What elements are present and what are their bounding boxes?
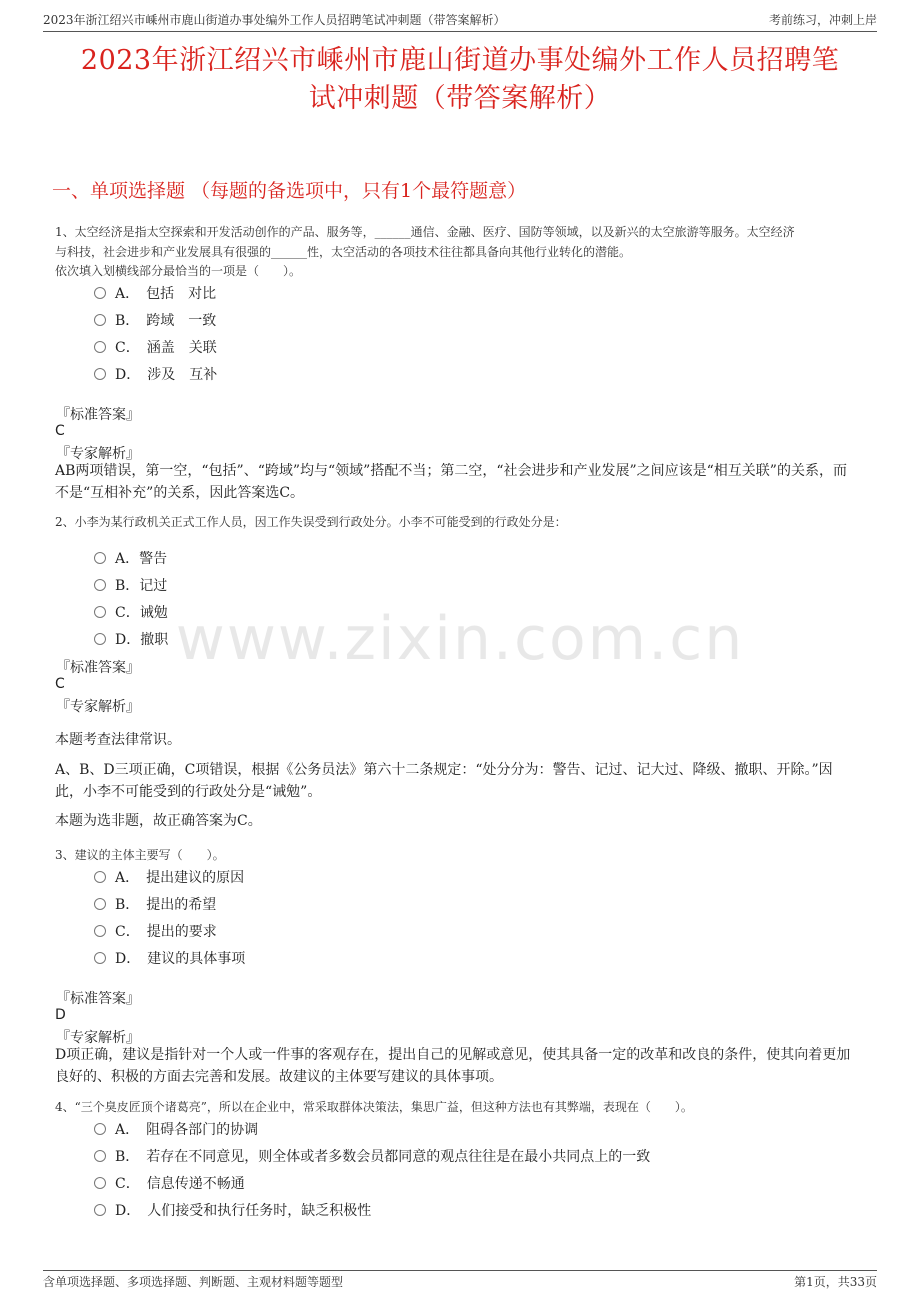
q1-stem-line-1: 1、太空经济是指太空探索和开发活动创作的产品、服务等，______通信、金融、医疗、国防等领域，以及新兴的太空旅游等服务。太空经济 — [55, 225, 795, 239]
q4-option-a[interactable]: A． 阻碍各部门的协调 — [94, 1119, 258, 1139]
radio-icon[interactable] — [94, 1204, 106, 1216]
header-tagline: 考前练习，冲刺上岸 — [768, 13, 877, 27]
q3-answer-label: 『标准答案』 — [56, 991, 140, 1007]
q2-analysis-p2: A、B、D三项正确，C项错误，根据《公务员法》第六十二条规定：“处分分为：警告、记过、记大过、降级、撤职、开除。”因此，小李不可能受到的行政处分是“诫勉”。 — [55, 762, 833, 800]
document-title — [40, 42, 880, 118]
footer-divider — [43, 1270, 877, 1271]
radio-icon[interactable] — [94, 287, 106, 299]
q1-stem-line-3: 依次填入划横线部分最恰当的一项是（ ）。 — [55, 264, 302, 278]
q2-stem: 2、小李为某行政机关正式工作人员，因工作失误受到行政处分。小李不可能受到的行政处分是： — [55, 515, 567, 529]
radio-icon[interactable] — [94, 871, 106, 883]
q1-answer: C — [55, 423, 65, 439]
radio-icon[interactable] — [94, 552, 106, 564]
q2-analysis-label: 『专家解析』 — [56, 699, 140, 715]
q4-stem: 4、“三个臭皮匠顶个诸葛亮”，所以在企业中，常采取群体决策法，集思广益，但这种方法也有其弊端，表现在（ ）。 — [55, 1100, 693, 1114]
page-footer — [43, 1273, 877, 1291]
q1-analysis-label: 『专家解析』 — [56, 446, 140, 462]
q3-option-d[interactable]: D． 建议的具体事项 — [94, 948, 245, 968]
page-number: 第1页，共33页 — [794, 1275, 877, 1289]
footer-question-types: 含单项选择题、多项选择题、判断题、主观材料题等题型 — [43, 1275, 344, 1289]
radio-icon[interactable] — [94, 1123, 106, 1135]
radio-icon[interactable] — [94, 579, 106, 591]
q4-option-b[interactable]: B． 若存在不同意见，则全体或者多数会员都同意的观点往往是在最小共同点上的一致 — [94, 1146, 650, 1166]
document-title-line-1: 2023年浙江绍兴市嵊州市鹿山街道办事处编外工作人员招聘笔 — [80, 45, 840, 76]
q2-option-b[interactable]: B．记过 — [94, 575, 167, 595]
q2-option-d[interactable]: D．撤职 — [94, 629, 168, 649]
radio-icon[interactable] — [94, 898, 106, 910]
header-doc-title: 2023年浙江绍兴市嵊州市鹿山街道办事处编外工作人员招聘笔试冲刺题（带答案解析） — [43, 13, 506, 27]
q1-stem-line-2: 与科技，社会进步和产业发展具有很强的______性，太空活动的各项技术往往都具备向其他行业转化的潜能。 — [55, 245, 632, 259]
q3-option-c[interactable]: C． 提出的要求 — [94, 921, 217, 941]
q3-option-b[interactable]: B． 提出的希望 — [94, 894, 216, 914]
q4-option-c[interactable]: C． 信息传递不畅通 — [94, 1173, 245, 1193]
q1-option-c[interactable]: C． 涵盖 关联 — [94, 337, 217, 357]
q3-stem: 3、建议的主体主要写（ ）。 — [55, 848, 225, 862]
q2-analysis-p3: 本题为选非题，故正确答案为C。 — [55, 813, 262, 829]
radio-icon[interactable] — [94, 1177, 106, 1189]
q1-analysis: AB两项错误，第一空，“包括”、“跨域”均与“领域”搭配不当；第二空，“社会进步和产业发展”之间应该是“相互关联”的关系，而不是“互相补充”的关系，因此答案选C。 — [55, 463, 847, 501]
q2-answer: C — [55, 676, 65, 692]
q2-option-a[interactable]: A．警告 — [94, 548, 167, 568]
radio-icon[interactable] — [94, 1150, 106, 1162]
radio-icon[interactable] — [94, 341, 106, 353]
radio-icon[interactable] — [94, 925, 106, 937]
q3-answer: D — [55, 1007, 66, 1023]
radio-icon[interactable] — [94, 314, 106, 326]
radio-icon[interactable] — [94, 952, 106, 964]
q2-analysis-p1: 本题考查法律常识。 — [55, 732, 181, 748]
q1-option-a[interactable]: A． 包括 对比 — [94, 283, 216, 303]
q1-option-b[interactable]: B． 跨域 一致 — [94, 310, 216, 330]
q2-option-c[interactable]: C．诫勉 — [94, 602, 168, 622]
section-heading: 一、单项选择题 （每题的备选项中，只有1个最符题意） — [52, 180, 527, 202]
page-header — [43, 11, 877, 31]
q3-analysis-label: 『专家解析』 — [56, 1030, 140, 1046]
document-title-line-2: 试冲刺题（带答案解析） — [308, 83, 612, 114]
q1-option-d[interactable]: D． 涉及 互补 — [94, 364, 217, 384]
q1-answer-label: 『标准答案』 — [56, 407, 140, 423]
q3-analysis: D项正确，建议是指针对一个人或一件事的客观存在，提出自己的见解或意见，使其具备一定的改革和改良的条件，使其向着更加良好的、积极的方面去完善和发展。故建议的主体要写建议的具体事项。 — [55, 1047, 851, 1085]
header-divider — [43, 31, 877, 32]
q2-answer-label: 『标准答案』 — [56, 660, 140, 676]
radio-icon[interactable] — [94, 606, 106, 618]
watermark: www.zixin.com.cn — [175, 604, 745, 674]
radio-icon[interactable] — [94, 368, 106, 380]
radio-icon[interactable] — [94, 633, 106, 645]
q4-option-d[interactable]: D． 人们接受和执行任务时，缺乏积极性 — [94, 1200, 371, 1220]
q3-option-a[interactable]: A． 提出建议的原因 — [94, 867, 244, 887]
